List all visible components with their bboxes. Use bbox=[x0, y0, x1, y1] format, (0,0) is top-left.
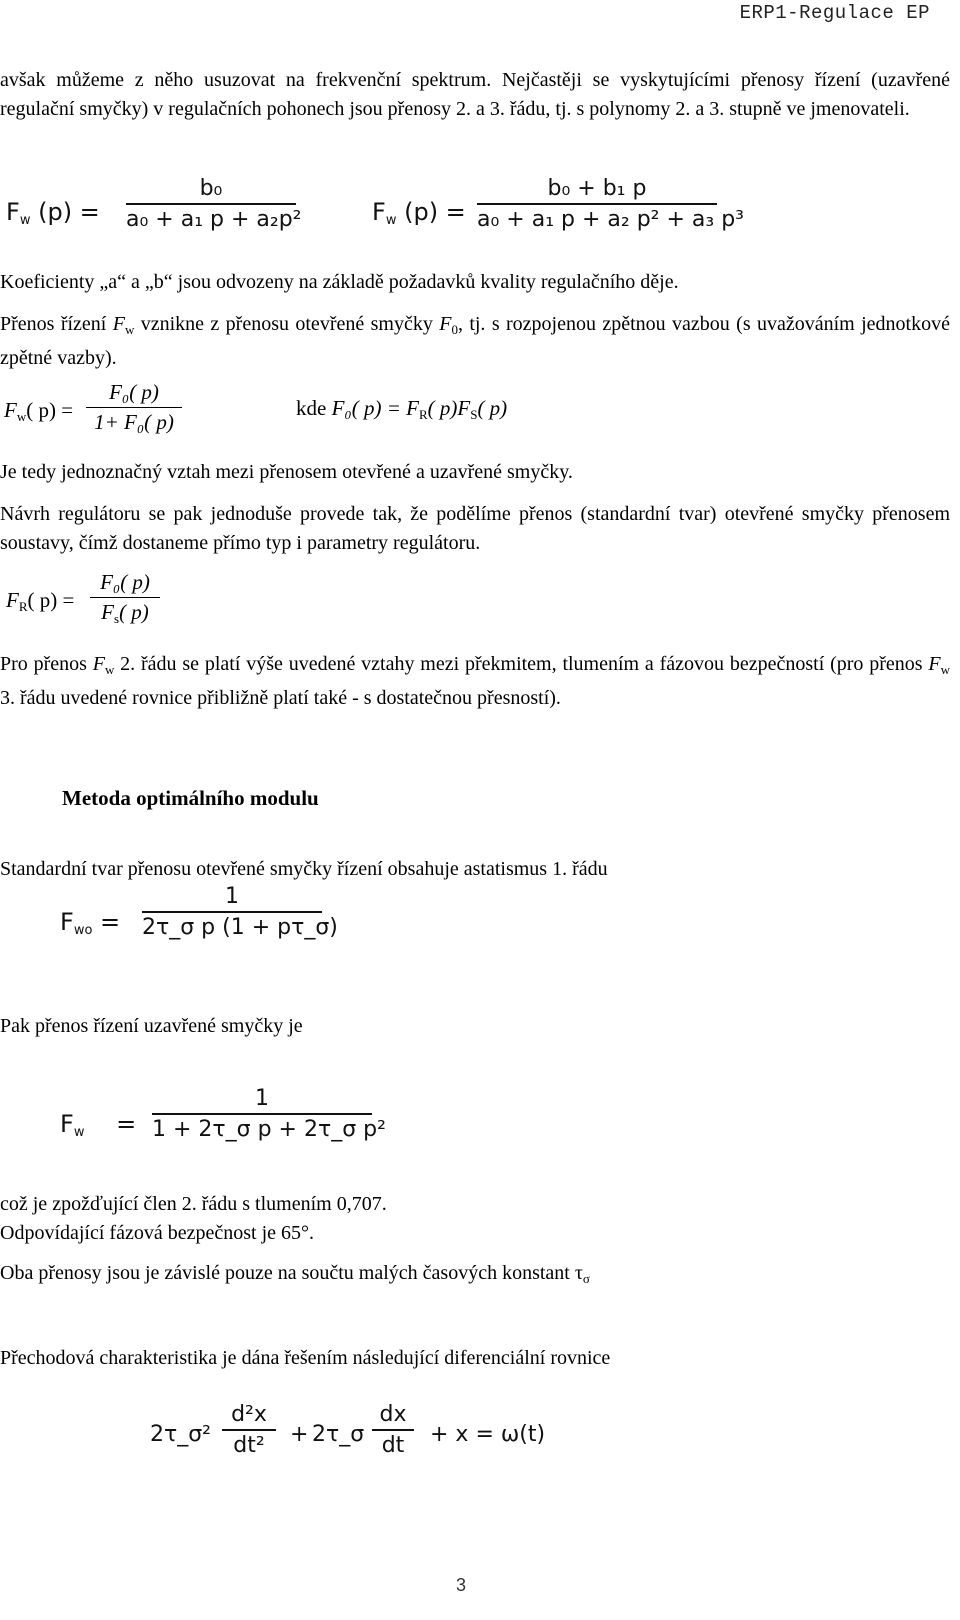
numerator: d²x bbox=[231, 1402, 267, 1427]
denominator: dt bbox=[381, 1433, 405, 1458]
equation-regulator bbox=[6, 570, 206, 640]
symbol-F: F bbox=[92, 653, 105, 675]
equation-closed-loop bbox=[4, 380, 204, 450]
paragraph-intro: avšak můžeme z něho usuzovat na frekvenční spektrum. Nejčastěji se vyskytujícími přenosy řízení (uzavřené regulační smyčky) v regulačních pohonech jsou přenosy 2. a 3. řádu, tj. s polynomy 2. a 3. stupně ve jmenovateli. bbox=[0, 69, 950, 120]
equation-fwo bbox=[60, 884, 340, 964]
plus-sign: + bbox=[290, 1422, 309, 1447]
eq-lhs-sub: w bbox=[16, 409, 27, 424]
fraction bbox=[142, 884, 338, 940]
eq-lhs: F bbox=[372, 198, 386, 226]
fraction bbox=[86, 380, 182, 435]
eq-lhs: F bbox=[60, 908, 74, 936]
fraction-bar bbox=[222, 1429, 276, 1431]
eq-lhs-arg: (p) = bbox=[38, 198, 100, 226]
denominator: a₀ + a₁ p + a₂p² bbox=[126, 207, 302, 232]
eq-equals: = bbox=[116, 1110, 137, 1138]
eq-lhs-arg: ( p) = bbox=[27, 588, 75, 612]
paragraph-closed-loop-transfer: Pak přenos řízení uzavřené smyčky je bbox=[0, 1015, 303, 1037]
eq-lhs: F bbox=[60, 1110, 74, 1138]
denominator: dt² bbox=[233, 1433, 265, 1458]
fraction-bar bbox=[152, 1113, 372, 1115]
kde-end: ( p) bbox=[477, 396, 508, 420]
rhs: + x = ω(t) bbox=[430, 1422, 546, 1447]
eq-lhs-arg: ( p) = bbox=[26, 398, 74, 422]
eq-lhs: F bbox=[4, 398, 17, 422]
numerator: F₀( p) bbox=[109, 380, 159, 404]
equation-kde bbox=[296, 396, 507, 423]
coef-2: 2τ_σ bbox=[312, 1422, 365, 1447]
equation-fw-third-order bbox=[372, 176, 744, 256]
fraction-bar bbox=[126, 203, 296, 205]
equation-differential bbox=[150, 1402, 610, 1472]
kde-expr: F₀( p) = F bbox=[331, 396, 419, 420]
denominator: a₀ + a₁ p + a₂ p² + a₃ p³ bbox=[477, 207, 744, 232]
fraction bbox=[126, 176, 302, 232]
coef-1: 2τ_σ² bbox=[150, 1422, 212, 1447]
paragraph-damping: což je zpožďující člen 2. řádu s tlumením 0,707. bbox=[0, 1193, 387, 1215]
symbol-F: F bbox=[112, 313, 125, 335]
den-F: F bbox=[101, 600, 114, 624]
page-number: 3 bbox=[456, 1575, 467, 1595]
numerator: b₀ bbox=[199, 176, 223, 201]
fraction bbox=[477, 176, 744, 232]
subscript: w bbox=[940, 662, 950, 677]
text: Pro přenos bbox=[0, 653, 93, 675]
section-heading: Metoda optimálního modulu bbox=[62, 786, 319, 810]
fraction-second-derivative bbox=[222, 1402, 276, 1458]
eq-lhs-arg: (p) = bbox=[404, 198, 466, 226]
numerator: b₀ + b₁ p bbox=[547, 176, 647, 201]
paragraph-standard-form: Standardní tvar přenosu otevřené smyčky řízení obsahuje astatismus 1. řádu bbox=[0, 858, 608, 880]
text: , tj. s rozpojenou zpětnou vazbou (s uvažováním jednotkové zpětné vazby). bbox=[0, 313, 950, 369]
fraction-bar bbox=[142, 911, 322, 913]
paragraph-coefficients: Koeficienty „a“ a „b“ jsou odvozeny na základě požadavků kvality regulačního děje. bbox=[0, 271, 679, 293]
paragraph-time-constants bbox=[0, 1259, 950, 1293]
eq-lhs-sub: R bbox=[18, 599, 28, 614]
equation-fw-second-order bbox=[6, 176, 306, 256]
denominator bbox=[90, 600, 160, 627]
numerator: F₀( p) bbox=[100, 570, 150, 594]
paragraph-relation: Je tedy jednoznačný vztah mezi přenosem otevřené a uzavřené smyčky. bbox=[0, 461, 573, 483]
numerator: 1 bbox=[225, 884, 239, 909]
den-sub: s bbox=[114, 611, 120, 626]
equation-fw-closed bbox=[60, 1086, 386, 1166]
eq-lhs: F bbox=[6, 588, 19, 612]
kde-word: kde bbox=[296, 396, 327, 420]
subscript: R bbox=[418, 407, 428, 422]
eq-equals: = bbox=[100, 908, 121, 936]
eq-lhs-sub: w bbox=[385, 213, 397, 228]
paragraph-phase-margin: Odpovídající fázová bezpečnost je 65°. bbox=[0, 1222, 314, 1244]
fraction-bar bbox=[372, 1429, 414, 1431]
subscript: 0 bbox=[451, 322, 458, 337]
fraction bbox=[90, 570, 160, 627]
subscript: w bbox=[104, 662, 115, 677]
subscript: σ bbox=[582, 1271, 590, 1286]
running-header: ERP1-Regulace EP bbox=[739, 2, 930, 24]
eq-lhs: F bbox=[6, 198, 20, 226]
fraction-bar bbox=[477, 203, 717, 205]
subscript: S bbox=[470, 407, 478, 422]
fraction-bar bbox=[90, 597, 160, 598]
paragraph-step-response: Přechodová charakteristika je dána řešením následující diferenciální rovnice bbox=[0, 1347, 611, 1369]
denominator: 2τ_σ p (1 + pτ_σ) bbox=[142, 915, 338, 940]
fraction-first-derivative bbox=[372, 1402, 414, 1458]
text: 2. řádu se platí výše uvedené vztahy mezi překmitem, tlumením a fázovou bezpečností (pro přenos bbox=[114, 653, 929, 675]
fraction-bar bbox=[86, 407, 182, 408]
paragraph-closed-loop bbox=[0, 310, 950, 373]
kde-mid: ( p)F bbox=[427, 396, 471, 420]
numerator: 1 bbox=[255, 1086, 269, 1111]
subscript: w bbox=[124, 322, 135, 337]
paragraph-order-notes bbox=[0, 650, 950, 713]
text: 3. řádu uvedené rovnice přibližně platí také - s dostatečnou přesností). bbox=[0, 687, 561, 709]
symbol-F: F bbox=[928, 653, 941, 675]
eq-lhs-sub: w bbox=[73, 1125, 85, 1140]
eq-lhs-sub: wo bbox=[73, 923, 93, 938]
den-arg: ( p) bbox=[119, 600, 149, 624]
symbol-F: F bbox=[439, 313, 452, 335]
numerator: dx bbox=[379, 1402, 407, 1427]
text: Přenos řízení bbox=[0, 313, 113, 335]
text: Oba přenosy jsou je závislé pouze na součtu malých časových konstant τ bbox=[0, 1262, 583, 1284]
fraction bbox=[152, 1086, 386, 1142]
paragraph-regulator-design: Návrh regulátoru se pak jednoduše provede tak, že podělíme přenos (standardní tvar) otevřené smyčky přenosem soustavy, čímž dostaneme přímo typ i parametry regulátoru. bbox=[0, 503, 950, 554]
eq-lhs-sub: w bbox=[19, 213, 31, 228]
denominator: 1 + 2τ_σ p + 2τ_σ p² bbox=[152, 1117, 386, 1142]
denominator: 1+ F₀( p) bbox=[94, 410, 174, 434]
text: vznikne z přenosu otevřené smyčky bbox=[134, 313, 440, 335]
